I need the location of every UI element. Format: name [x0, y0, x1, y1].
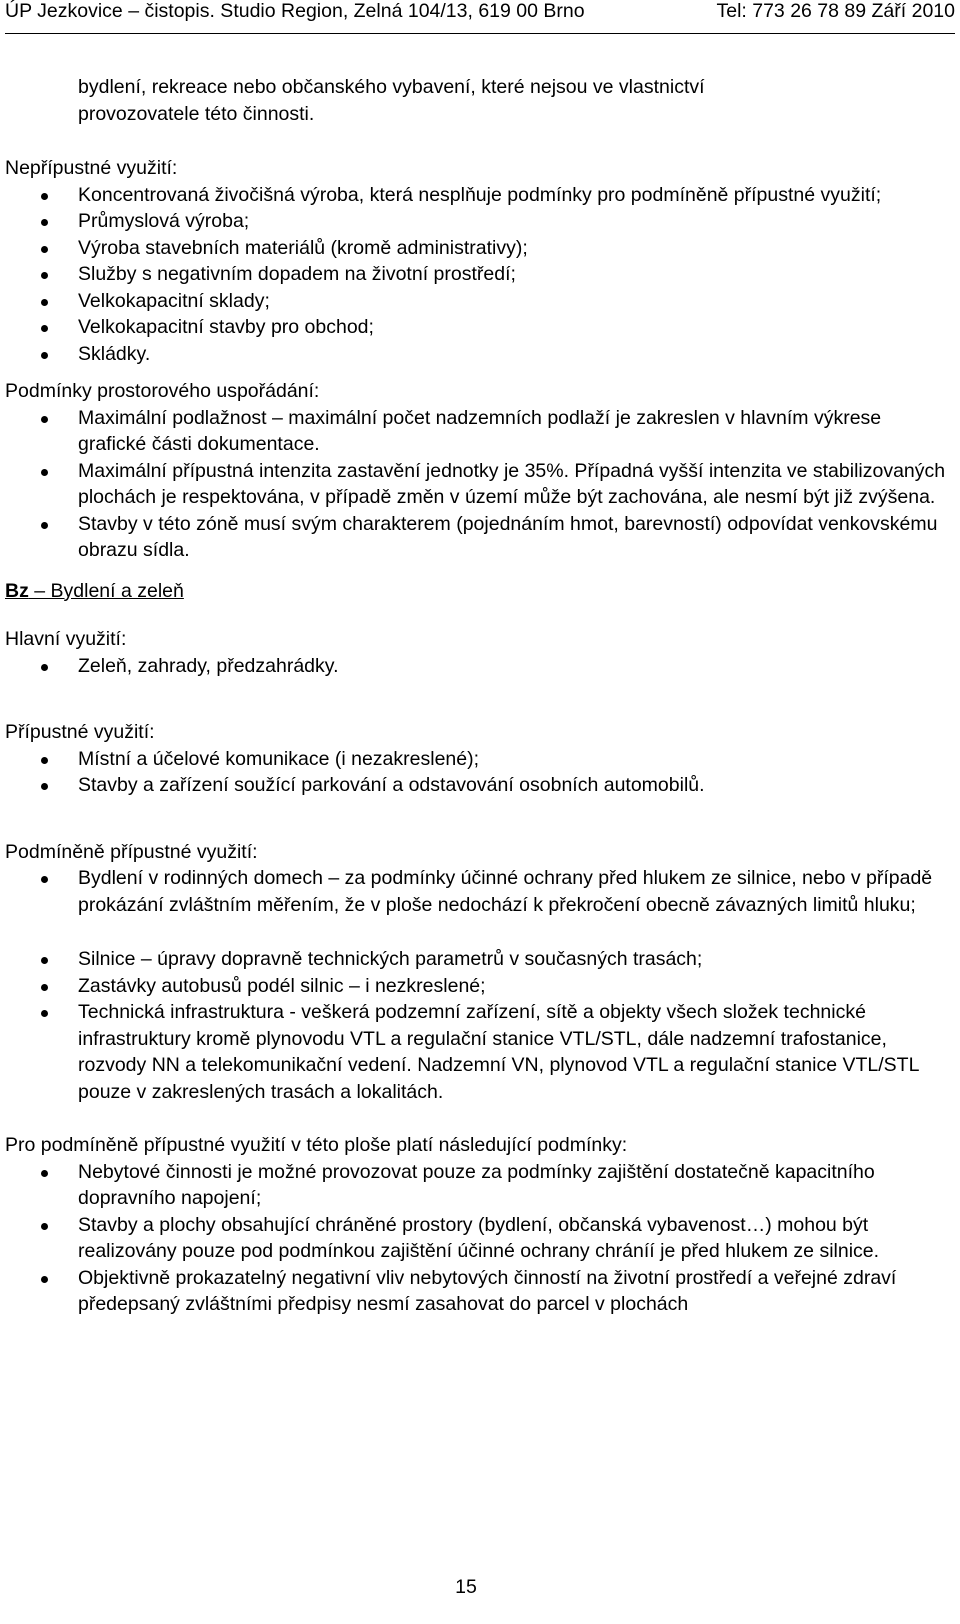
list-item: Koncentrovaná živočišná výroba, která nesplňuje podmínky pro podmíněně přípustné využití;	[5, 182, 950, 209]
list-item: Silnice – úpravy dopravně technických parametrů v současných trasách;	[5, 946, 950, 973]
bullet-icon	[41, 299, 48, 306]
bullet-icon	[41, 1223, 48, 1230]
section-heading-hlavni: Hlavní využití:	[5, 628, 127, 650]
list-podm-a	[5, 865, 950, 918]
bullet-icon	[41, 1276, 48, 1283]
list-item: Objektivně prokazatelný negativní vliv nebytových činností na životní prostředí a veřejné zdraví předepsaný zvláštními předpisy nesmí zasahovat do parcel v plochách	[5, 1265, 950, 1318]
list-item: Maximální přípustná intenzita zastavění jednotky je 35%. Případná vyšší intenzita ve stabilizovaných plochách je respektována, v případě změn v území může být zachována, ale nesmí být již zvýšena.	[5, 458, 950, 511]
header-rule	[5, 33, 955, 34]
header-left: ÚP Jezkovice – čistopis. Studio Region, Zelná 104/13, 619 00 Brno	[5, 0, 585, 22]
bullet-icon	[41, 957, 48, 964]
list-neprip	[5, 182, 950, 368]
bullet-icon	[41, 783, 48, 790]
list-prostor	[5, 405, 950, 564]
bullet-icon	[41, 416, 48, 423]
list-item: Zastávky autobusů podél silnic – i nezkreslené;	[5, 973, 950, 1000]
list-item: Nebytové činnosti je možné provozovat pouze za podmínky zajištění dostatečně kapacitního dopravního napojení;	[5, 1159, 950, 1212]
bullet-icon	[41, 522, 48, 529]
bullet-icon	[41, 469, 48, 476]
list-prip	[5, 746, 950, 799]
section-heading-podm: Podmíněně přípustné využití:	[5, 840, 258, 863]
zone-name: – Bydlení a zeleň	[28, 579, 184, 602]
list-hlavni	[5, 653, 950, 680]
list-item: Stavby a zařízení soužící parkování a odstavování osobních automobilů.	[5, 772, 950, 799]
page-number: 15	[455, 1576, 477, 1598]
zone-code: Bz	[5, 579, 29, 602]
section-heading-prip: Přípustné využití:	[5, 721, 155, 743]
list-item: Technická infrastruktura - veškerá podzemní zařízení, sítě a objekty všech složek technické infrastruktury kromě plynovodu VTL a regulační stanice VTL/STL, dále nadzemní trafostanice, rozvody NN a telekomunikační vedení. Nadzemní VN, plynovod VTL a regulační stanice VTL/STL pouze v zakreslených trasách a lokalitách.	[5, 999, 950, 1105]
bullet-icon	[41, 984, 48, 991]
bullet-icon	[41, 272, 48, 279]
bullet-icon	[41, 757, 48, 764]
list-item: Zeleň, zahrady, předzahrádky.	[5, 653, 950, 680]
bullet-icon	[41, 246, 48, 253]
document-body	[5, 74, 950, 1318]
section-heading-neprip: Nepřípustné využití:	[5, 157, 178, 179]
section-heading-prostor: Podmínky prostorového uspořádání:	[5, 380, 320, 402]
bullet-icon	[41, 352, 48, 359]
bullet-icon	[41, 325, 48, 332]
header-right: Tel: 773 26 78 89 Září 2010	[716, 0, 955, 22]
list-item: Stavby a plochy obsahující chráněné prostory (bydlení, občanská vybavenost…) mohou být realizovány pouze pod podmínkou zajištění účinné ochrany chráníí je před hlukem ze silnice.	[5, 1212, 950, 1265]
list-item: Velkokapacitní stavby pro obchod;	[5, 314, 950, 341]
page-header	[5, 0, 955, 34]
list-conditions	[5, 1159, 950, 1318]
list-item: Skládky.	[5, 341, 950, 368]
bullet-icon	[41, 664, 48, 671]
conditions-heading: Pro podmíněně přípustné využití v této ploše platí následující podmínky:	[5, 1134, 628, 1156]
list-item: Místní a účelové komunikace (i nezakreslené);	[5, 746, 950, 773]
list-item: Výroba stavebních materiálů (kromě administrativy);	[5, 235, 950, 262]
bullet-icon	[41, 219, 48, 226]
zone-title	[5, 578, 950, 605]
list-item: Služby s negativním dopadem na životní prostředí;	[5, 261, 950, 288]
bullet-icon	[41, 1010, 48, 1017]
list-item: Velkokapacitní sklady;	[5, 288, 950, 315]
intro-line: bydlení, rekreace nebo občanského vybavení, které nejsou ve vlastnictví	[78, 76, 705, 98]
bullet-icon	[41, 876, 48, 883]
list-podm-b	[5, 946, 950, 1105]
bullet-icon	[41, 1170, 48, 1177]
list-item: Stavby v této zóně musí svým charakterem (pojednáním hmot, barevností) odpovídat venkovskému obrazu sídla.	[5, 511, 950, 564]
intro-line: provozovatele této činnosti.	[78, 102, 315, 125]
list-item: Bydlení v rodinných domech – za podmínky účinné ochrany před hlukem ze silnice, nebo v případě prokázání zvláštním měřením, že v ploše nedochází k překročení obecně závazných limitů hluku;	[5, 865, 950, 918]
list-item: Maximální podlažnost – maximální počet nadzemních podlaží je zakreslen v hlavním výkrese grafické části dokumentace.	[5, 405, 950, 458]
list-item: Průmyslová výroba;	[5, 208, 950, 235]
bullet-icon	[41, 193, 48, 200]
